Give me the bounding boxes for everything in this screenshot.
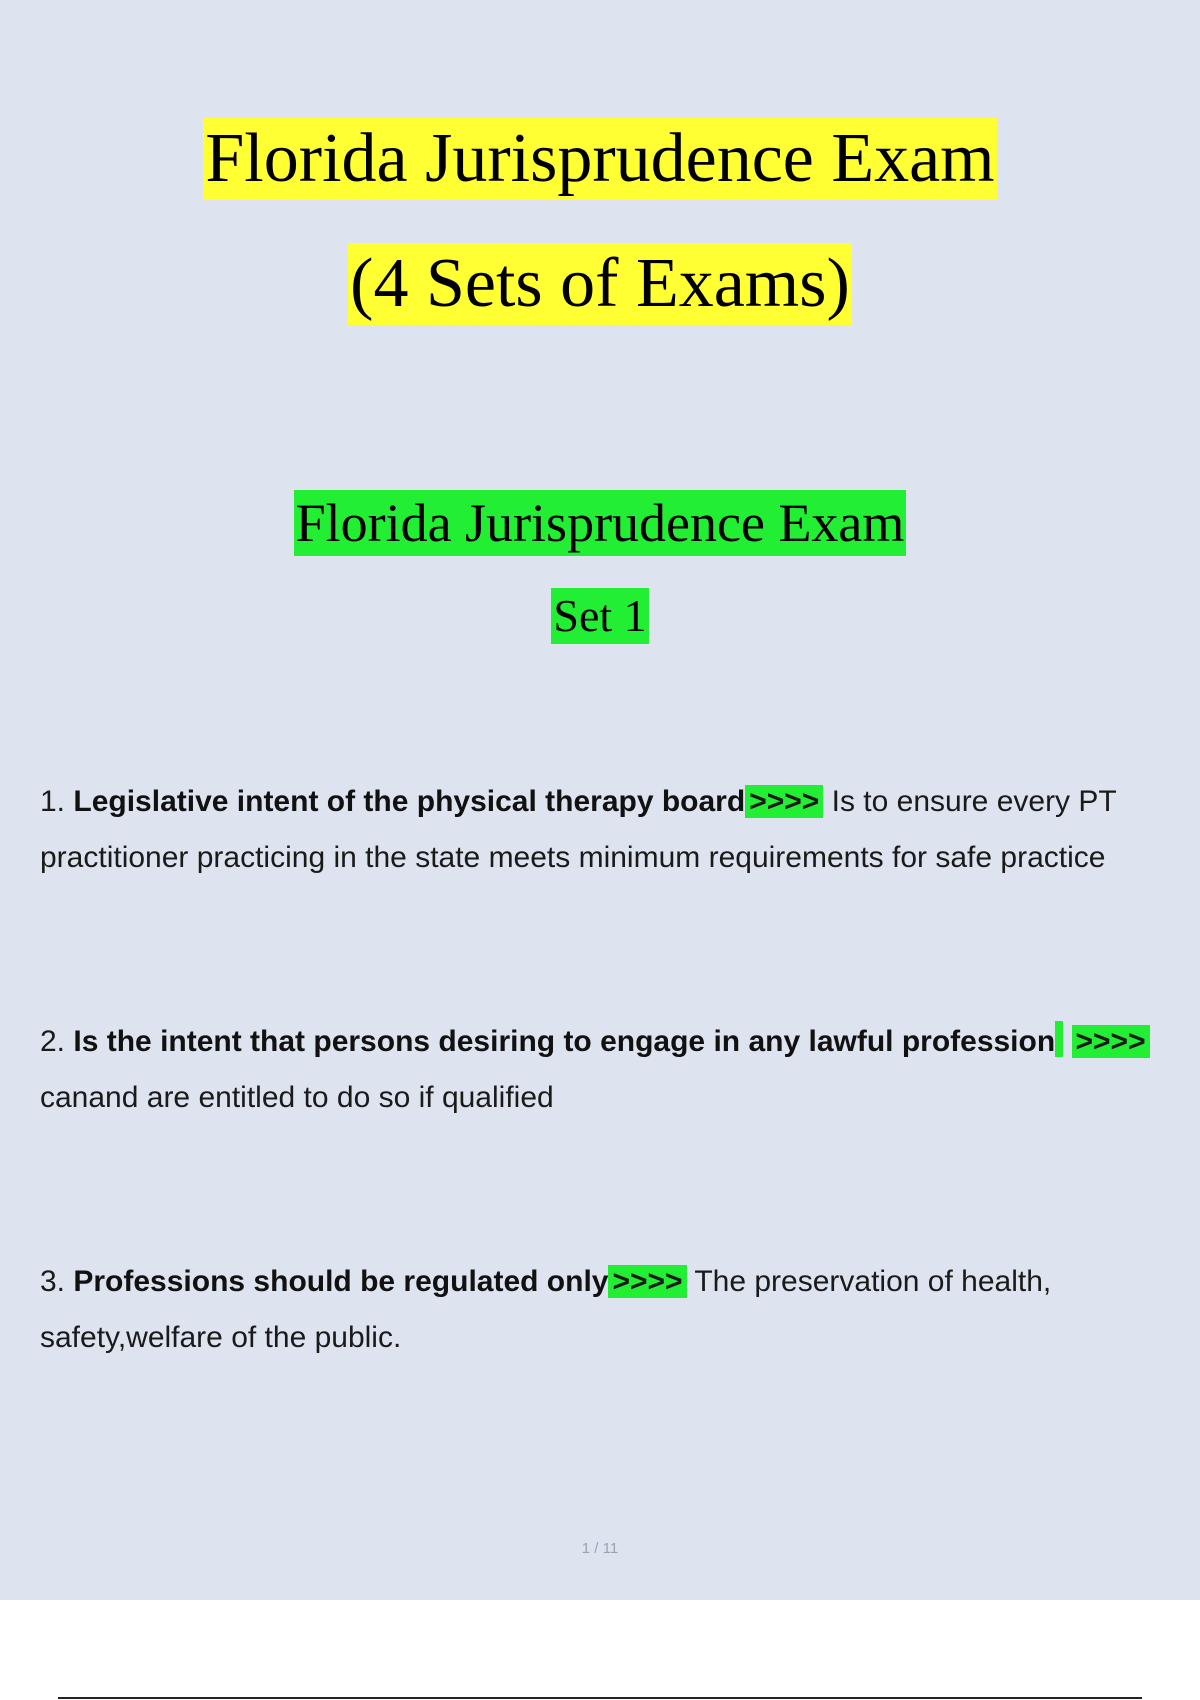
question-text: Professions should be regulated only <box>73 1265 609 1298</box>
answer-text: The preservation of health, safety,welfare of the public. <box>40 1265 1052 1354</box>
main-title-text: Florida Jurisprudence Exam <box>203 118 996 200</box>
answer-arrow: >>>> <box>1072 1025 1150 1058</box>
question-number: 3. <box>40 1265 66 1298</box>
set-title-text: Florida Jurisprudence Exam <box>294 490 907 556</box>
page-indicator: 1 / 11 <box>581 1540 619 1557</box>
answer-arrow: >>>> <box>745 785 823 818</box>
answer-text: canand are entitled to do so if qualified <box>40 1081 554 1114</box>
answer-arrow: >>>> <box>608 1265 686 1298</box>
question-text: Legislative intent of the physical therapy board <box>73 785 746 818</box>
question-item <box>40 774 1170 886</box>
answer-text: Is to ensure every PT practitioner practicing in the state meets minimum requirements for safe practice <box>40 785 1117 874</box>
set-label <box>0 588 1200 644</box>
question-item <box>40 1254 1170 1366</box>
question-item <box>40 1014 1170 1126</box>
set-label-text: Set 1 <box>551 588 648 644</box>
main-title-line-2 <box>0 243 1200 325</box>
question-number: 1. <box>40 785 66 818</box>
question-text: Is the intent that persons desiring to engage in any lawful profession <box>73 1025 1056 1058</box>
main-title-line-1 <box>0 118 1200 200</box>
next-page-rule <box>58 1697 1142 1699</box>
highlight-marker <box>1055 1021 1063 1057</box>
main-subtitle-text: (4 Sets of Exams) <box>348 243 852 325</box>
question-number: 2. <box>40 1025 66 1058</box>
set-title <box>0 490 1200 556</box>
